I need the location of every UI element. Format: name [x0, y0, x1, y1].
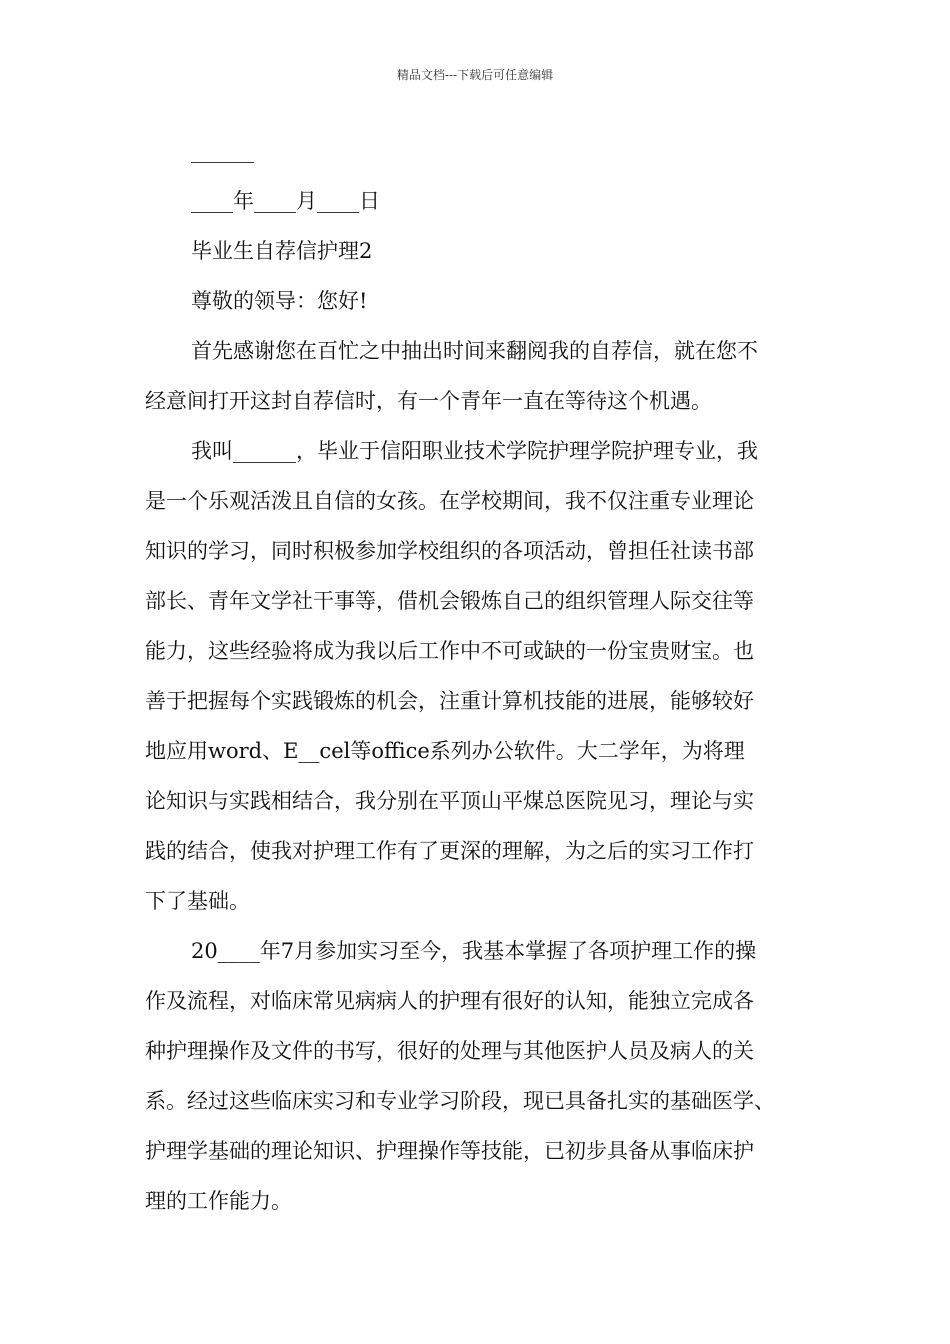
paragraph-3-line-4: 系。经过这些临床实习和专业学习阶段，现已具备扎实的基础医学、: [145, 1089, 775, 1113]
paragraph-2-line-1: 我叫______，毕业于信阳职业技术学院护理学院护理专业，我: [191, 439, 758, 463]
paragraph-3-line-3: 种护理操作及文件的书写，很好的处理与其他医护人员及病人的关: [145, 1039, 754, 1063]
paragraph-2-line-3: 知识的学习，同时积极参加学校组织的各项活动，曾担任社读书部: [145, 539, 754, 563]
page-header: 精品文档---下载后可任意编辑: [396, 68, 554, 82]
paragraph-3-line-1: 20____年7月参加实习至今，我基本掌握了各项护理工作的操: [191, 939, 757, 963]
salutation: 尊敬的领导：您好!: [191, 289, 368, 313]
document-body: [145, 126, 830, 1226]
signature-blank: ______: [191, 139, 254, 163]
paragraph-2-line-4: 部长、青年文学社干事等，借机会锻炼自己的组织管理人际交往等: [145, 589, 754, 613]
paragraph-3-line-2: 作及流程，对临床常见病病人的护理有很好的认知，能独立完成各: [145, 989, 754, 1013]
paragraph-2-line-9: 践的结合，使我对护理工作有了更深的理解，为之后的实习工作打: [145, 839, 754, 863]
paragraph-3-line-6: 理的工作能力。: [145, 1189, 292, 1213]
paragraph-2-line-2: 是一个乐观活泼且自信的女孩。在学校期间，我不仅注重专业理论: [145, 489, 754, 513]
paragraph-1-line-1: 首先感谢您在百忙之中抽出时间来翻阅我的自荐信，就在您不: [191, 339, 758, 363]
paragraph-2-line-8: 论知识与实践相结合，我分别在平顶山平煤总医院见习，理论与实: [145, 789, 754, 813]
paragraph-2-line-6: 善于把握每个实践锻炼的机会，注重计算机技能的进展，能够较好: [145, 689, 754, 713]
paragraph-3-line-5: 护理学基础的理论知识、护理操作等技能，已初步具备从事临床护: [145, 1139, 754, 1163]
letter-title: 毕业生自荐信护理2: [191, 239, 373, 263]
paragraph-1-line-2: 经意间打开这封自荐信时，有一个青年一直在等待这个机遇。: [145, 389, 712, 413]
paragraph-2-line-10: 下了基础。: [145, 889, 250, 913]
paragraph-2-line-5: 能力，这些经验将成为我以后工作中不可或缺的一份宝贵财宝。也: [145, 639, 754, 663]
date-line: ____年____月____日: [191, 189, 380, 213]
paragraph-2-line-7: 地应用word、E__cel等office系列办公软件。大二学年，为将理: [145, 739, 745, 763]
